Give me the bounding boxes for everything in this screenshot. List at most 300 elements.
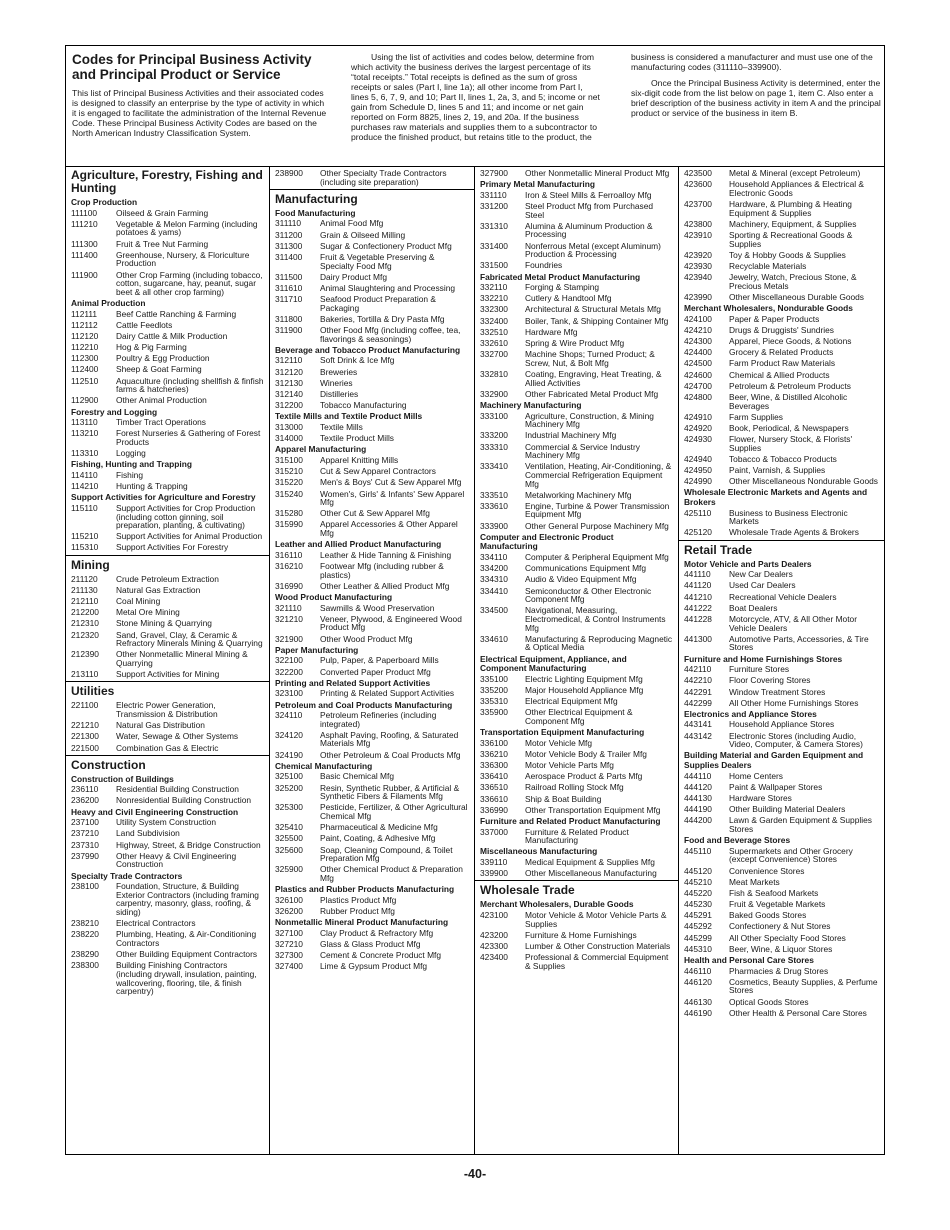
activity-description: Wholesale Trade Agents & Brokers [729,527,859,538]
activity-code: 442110 [684,664,712,675]
activity-code: 326100 [275,894,303,905]
activity-code: 311900 [275,325,303,336]
code-row [66,918,269,929]
activity-code: 336610 [480,793,508,804]
code-row [475,563,678,574]
activity-description: Other Crop Farming (including tobacco, cotton, sugarcane, hay, peanut, sugar beet & all other crop farming) [116,269,263,297]
activity-code: 445299 [684,932,712,943]
activity-description: Support Activities For Forestry [116,542,229,553]
activity-code: 445210 [684,876,712,887]
activity-description: Paint & Wallpaper Stores [729,781,823,792]
activity-code: 327300 [275,950,303,961]
activity-code: 423930 [684,260,712,271]
activity-description: Support Activities for Crop Production (including cotton ginning, soil preparation, planting, & cultivating) [116,502,256,531]
code-row [679,634,884,654]
subsection-heading: Miscellaneous Manufacturing [480,846,598,857]
activity-code: 112510 [71,375,99,386]
code-row [679,815,884,835]
code-row [679,719,884,730]
code-row [270,614,474,634]
activity-description: Other Animal Production [116,395,207,406]
activity-description: Grocery & Related Products [729,347,834,358]
code-row [270,783,474,803]
activity-description: Lime & Gypsum Product Mfg [320,961,428,972]
activity-description: Fruit & Tree Nut Farming [116,238,209,249]
activity-code: 324110 [275,710,303,721]
code-row [475,241,678,261]
code-row [475,952,678,972]
industry-section [270,189,474,974]
code-row [270,928,474,939]
activity-description: Ventilation, Heating, Air-Conditioning, & Commercial Refrigeration Equipment Mfg [525,461,672,489]
code-row [66,470,269,481]
code-row [66,342,269,353]
activity-description: Toy & Hobby Goods & Supplies [729,249,846,260]
activity-description: Business to Business Electronic Markets [729,507,848,527]
activity-code: 335200 [480,684,508,695]
activity-code: 336210 [480,748,508,759]
activity-code: 441120 [684,580,712,591]
activity-code: 323100 [275,688,303,699]
activity-code: 112120 [71,330,99,341]
subsection-heading: Health and Personal Care Stores [684,955,814,966]
activity-description: Apparel Accessories & Other Apparel Mfg [320,519,458,539]
activity-code: 236110 [71,784,99,795]
code-row [66,618,269,629]
activity-code: 443142 [684,730,712,741]
code-row [66,320,269,331]
code-row [475,430,678,441]
activity-code: 333310 [480,441,508,452]
code-row [66,720,269,731]
activity-code: 424910 [684,411,712,422]
activity-description: Women's, Girls' & Infants' Sew Apparel Mfg [320,488,465,508]
activity-code: 111300 [71,238,98,249]
activity-description: Dairy Cattle & Milk Production [116,330,228,341]
activity-code: 445110 [684,845,712,856]
code-row [270,581,474,592]
industry-section [475,166,678,880]
activity-description: Motor Vehicle Parts Mfg [525,760,614,771]
activity-code: 315210 [275,466,303,477]
activity-description: Metal Ore Mining [116,607,180,618]
code-row [475,707,678,727]
activity-code: 113110 [71,417,98,428]
activity-code: 331200 [480,200,508,211]
code-row [475,168,678,179]
activity-code: 442291 [684,686,712,697]
activity-code: 335310 [480,696,508,707]
activity-description: Forest Nurseries & Gathering of Forest Products [116,428,261,447]
subsection-heading: Merchant Wholesalers, Durable Goods [480,899,634,910]
activity-code: 314000 [275,433,303,444]
page-number: -40- [463,1167,487,1181]
code-column-3 [475,166,679,1154]
activity-code: 315100 [275,454,303,465]
activity-description: Lawn & Garden Equipment & Supplies Stores [729,815,872,834]
code-row [475,260,678,271]
activity-description: Railroad Rolling Stock Mfg [525,782,624,793]
code-row [679,219,884,230]
code-row [66,795,269,806]
activity-description: Other Heavy & Civil Engineering Construction [116,850,237,870]
activity-description: New Car Dealers [729,569,793,580]
activity-code: 237990 [71,850,99,861]
code-row [679,381,884,392]
activity-description: Building Finishing Contractors (including drywall, insulation, painting, wallcovering, flooring, tile, & finish carpentry) [116,960,257,997]
code-row [270,230,474,241]
activity-code: 445120 [684,865,712,876]
activity-description: Jewelry, Watch, Precious Stone, & Precious Metals [729,272,857,291]
activity-code: 112210 [71,342,99,353]
code-row [270,433,474,444]
code-row [475,605,678,633]
code-row [270,489,474,509]
code-row [679,358,884,369]
code-row [475,760,678,771]
activity-code: 444120 [684,781,712,792]
activity-description: Pesticide, Fertilizer, & Other Agricultural Chemical Mfg [320,802,468,821]
activity-code: 424940 [684,453,712,464]
activity-description: Asphalt Paving, Roofing, & Saturated Materials Mfg [320,729,459,749]
code-row [475,349,678,369]
code-row [679,592,884,603]
activity-code: 332610 [480,338,508,349]
activity-description: Other Fabricated Metal Product Mfg [525,388,659,399]
subsection-heading: Chemical Manufacturing [275,760,373,771]
code-row [679,527,884,538]
activity-code: 237310 [71,839,99,850]
activity-code: 424210 [684,324,712,335]
activity-description: Fishing [116,469,143,480]
subsection-heading: Motor Vehicle and Parts Dealers [684,558,812,569]
activity-description: Machinery, Equipment, & Supplies [729,218,857,229]
activity-code: 325500 [275,833,303,844]
activity-code: 212110 [71,596,99,607]
activity-description: Other Nonmetallic Mineral Mining & Quarrying [116,649,248,668]
activity-description: Soap, Cleaning Compound, & Toilet Preparation Mfg [320,844,453,864]
subsection-heading: Animal Production [71,297,146,308]
code-row [270,822,474,833]
code-row [270,603,474,614]
code-row [475,490,678,501]
code-row [475,521,678,532]
activity-code: 333200 [480,430,508,441]
code-row [679,614,884,634]
activity-description: Fruit & Vegetable Preserving & Specialty Food Mfg [320,251,435,271]
activity-code: 334200 [480,563,508,574]
activity-description: Other Miscellaneous Manufacturing [525,868,657,879]
industry-section [66,166,269,555]
code-row [66,743,269,754]
code-row [679,508,884,528]
activity-description: Grain & Oilseed Milling [320,229,406,240]
code-row [66,828,269,839]
form-page [65,45,885,1155]
activity-description: Textile Product Mills [320,433,394,444]
subsection-heading: Construction of Buildings [71,773,174,784]
code-row [66,817,269,828]
subsection-heading: Electronics and Appliance Stores [684,708,817,719]
code-row [66,585,269,596]
activity-code: 221500 [71,742,99,753]
activity-description: Aerospace Product & Parts Mfg [525,771,643,782]
activity-description: Household Appliance Stores [729,719,835,730]
activity-code: 446110 [684,965,712,976]
activity-description: Other Wood Product Mfg [320,633,413,644]
activity-description: Cutlery & Handtool Mfg [525,293,612,304]
code-row [475,674,678,685]
activity-code: 113210 [71,428,99,439]
activity-code: 112300 [71,353,99,364]
activity-description: Logging [116,448,146,459]
activity-code: 444190 [684,804,712,815]
activity-code: 315220 [275,477,303,488]
code-row [475,293,678,304]
activity-code: 312130 [275,377,303,388]
subsection-heading: Apparel Manufacturing [275,444,367,455]
subsection-heading: Furniture and Related Product Manufacturing [480,815,661,826]
activity-description: Farm Supplies [729,411,783,422]
code-row [475,930,678,941]
code-row [679,347,884,358]
activity-description: Highway, Street, & Bridge Construction [116,839,261,850]
activity-code: 336100 [480,737,508,748]
activity-code: 325600 [275,844,303,855]
activity-code: 114110 [71,469,98,480]
code-row [679,423,884,434]
code-row [475,868,678,879]
code-row [66,649,269,669]
activity-description: Sawmills & Wood Preservation [320,602,435,613]
activity-description: Paint, Varnish, & Supplies [729,465,826,476]
activity-description: Furniture & Related Product Manufacturing [525,826,629,846]
code-row [475,805,678,816]
activity-description: Nonferrous Metal (except Aluminum) Production & Processing [525,240,661,260]
activity-description: Sporting & Recreational Goods & Supplies [729,229,853,249]
activity-description: Leather & Hide Tanning & Finishing [320,549,452,560]
code-row [679,921,884,932]
activity-description: Cattle Feedlots [116,319,173,330]
code-row [679,580,884,591]
code-row [679,675,884,686]
activity-description: Electronic Stores (including Audio, Video, Computer, & Camera Stores) [729,730,863,750]
activity-description: Pulp, Paper, & Paperboard Mills [320,655,439,666]
activity-code: 442210 [684,675,712,686]
activity-description: Plumbing, Heating, & Air-Conditioning Contractors [116,929,257,948]
activity-description: Other General Purpose Machinery Mfg [525,520,669,531]
activity-description: Seafood Product Preparation & Packaging [320,294,436,313]
activity-description: Tobacco Manufacturing [320,400,407,411]
activity-description: Electric Power Generation, Transmission & Distribution [116,700,218,719]
activity-code: 237100 [71,817,99,828]
activity-code: 212200 [71,607,99,618]
activity-description: Other Transportation Equipment Mfg [525,804,661,815]
code-row [679,966,884,977]
activity-description: Metalworking Machinery Mfg [525,489,632,500]
activity-description: Petroleum & Petroleum Products [729,380,851,391]
code-row [270,519,474,539]
code-row [66,417,269,428]
activity-description: Agriculture, Construction, & Mining Machinery Mfg [525,410,654,430]
activity-description: Sheep & Goat Farming [116,364,202,375]
activity-code: 337000 [480,826,508,837]
activity-description: Meat Markets [729,876,780,887]
activity-description: Farm Product Raw Materials [729,358,836,369]
activity-description: Boiler, Tank, & Shipping Container Mfg [525,315,669,326]
section-title: Retail Trade [684,542,753,557]
activity-description: Professional & Commercial Equipment & Supplies [525,952,669,971]
code-row [66,250,269,270]
activity-code: 425120 [684,527,712,538]
activity-code: 213110 [71,669,99,680]
activity-description: Beer, Wine, & Distilled Alcoholic Beverages [729,391,848,411]
activity-code: 336410 [480,771,508,782]
instructions-entry: Once the Principal Business Activity is determined, enter the six-digit code from the list below on page 1, item C. Also enter a brief description of the business activity in item A and the principal product or service of the business in item B. [631,78,881,118]
activity-description: Sugar & Confectionery Product Mfg [320,240,452,251]
code-row [679,888,884,899]
code-row [475,696,678,707]
code-row [475,282,678,293]
code-row [270,400,474,411]
code-row [679,168,884,179]
code-row [679,569,884,580]
activity-code: 445310 [684,943,712,954]
activity-description: Motor Vehicle Mfg [525,737,593,748]
activity-description: Stone Mining & Quarrying [116,618,212,629]
activity-code: 331110 [480,189,507,200]
code-row [679,292,884,303]
activity-description: Beef Cattle Ranching & Farming [116,308,237,319]
activity-code: 333510 [480,489,508,500]
activity-code: 423400 [480,952,508,963]
activity-description: Textile Mills [320,421,363,432]
code-row [270,833,474,844]
code-row [66,481,269,492]
activity-description: Medical Equipment & Supplies Mfg [525,856,655,867]
activity-code: 339900 [480,868,508,879]
code-row [270,218,474,229]
activity-description: Plastics Product Mfg [320,894,397,905]
activity-description: Distilleries [320,389,359,399]
code-row [270,845,474,865]
activity-description: Other Chemical Product & Preparation Mfg [320,864,463,883]
code-row [679,325,884,336]
code-row [270,378,474,389]
activity-description: Hog & Pig Farming [116,342,187,353]
code-row [475,910,678,930]
activity-description: Petroleum Refineries (including integrated) [320,710,437,729]
code-row [679,866,884,877]
activity-description: Hardware, & Plumbing & Heating Equipment & Supplies [729,198,852,218]
activity-code: 324190 [275,749,303,760]
activity-code: 335900 [480,707,508,718]
activity-code: 322200 [275,666,303,677]
activity-description: Nonresidential Building Construction [116,795,252,806]
section-title: Utilities [71,684,115,699]
activity-code: 424800 [684,391,712,402]
activity-code: 311800 [275,313,303,324]
activity-description: Electrical Contractors [116,918,196,929]
activity-description: Other Electrical Equipment & Component Mfg [525,707,633,726]
subsection-heading: Beverage and Tobacco Product Manufacturing [275,344,461,355]
activity-description: Animal Food Mfg [320,218,384,229]
activity-code: 211120 [71,573,98,584]
activity-description: Communications Equipment Mfg [525,563,647,574]
activity-code: 333610 [480,500,508,511]
activity-description: Alumina & Aluminum Production & Processing [525,220,653,240]
activity-description: Greenhouse, Nursery, & Floriculture Production [116,249,250,269]
subsection-heading: Leather and Allied Product Manufacturing [275,539,442,550]
activity-description: Navigational, Measuring, Electromedical, & Control Instruments Mfg [525,605,666,633]
activity-code: 316110 [275,549,303,560]
code-row [66,960,269,997]
code-row [679,687,884,698]
activity-code: 332510 [480,326,508,337]
code-row [270,771,474,782]
activity-code: 112400 [71,364,99,375]
activity-code: 236200 [71,795,99,806]
subsection-heading: Machinery Manufacturing [480,399,582,410]
activity-code: 311710 [275,294,303,305]
activity-code: 424950 [684,465,712,476]
activity-code: 115110 [71,502,98,513]
code-row [679,944,884,955]
code-row [66,208,269,219]
code-row [270,864,474,884]
code-row [475,327,678,338]
code-row [270,667,474,678]
activity-code: 335100 [480,673,508,684]
code-row [66,630,269,650]
activity-code: 311200 [275,229,303,240]
activity-code: 424920 [684,422,712,433]
activity-description: Water, Sewage & Other Systems [116,731,239,742]
instructions-paragraph: Using the list of activities and codes below, determine from which activity the business derives the largest percentage of its “total receipts.” Total receipts is defined as the sum of gross receipts or sales (Part I, line 1a); all other income from Part I, lines 5, 6, 7, 9, and 10; Part II, lines 1, 2a, 3, and 5; income or net gain from Schedule D, lines 5 and 11; and income or net gain reported on Form 8825, lines 2, 19, and 20a. If the business purchases raw materials and supplies them to a subcontractor to produce the finished product, but retains title to the product, the [351,52,600,142]
industry-section [679,540,884,1020]
code-row [679,476,884,487]
activity-code: 327210 [275,938,303,949]
code-row [679,314,884,325]
activity-code: 212310 [71,618,99,629]
activity-code: 238300 [71,960,99,971]
subsection-heading: Transportation Equipment Manufacturing [480,727,645,738]
activity-code: 325200 [275,782,303,793]
code-row [475,634,678,654]
industry-section [66,555,269,682]
code-row [270,283,474,294]
activity-code: 424100 [684,313,712,324]
activity-description: Aquaculture (including shellfish & finfish farms & hatcheries) [116,375,264,395]
code-row [270,168,474,188]
code-row [475,201,678,221]
code-row [679,933,884,944]
subsection-heading: Plastics and Rubber Products Manufacturing [275,884,455,895]
activity-description: Vegetable & Melon Farming (including potatoes & yams) [116,218,258,238]
activity-description: Electric Lighting Equipment Mfg [525,673,643,684]
code-row [66,376,269,396]
activity-code: 423100 [480,909,508,920]
activity-description: Other Miscellaneous Nondurable Goods [729,476,878,487]
activity-description: Resin, Synthetic Rubber, & Artificial & Synthetic Fibers & Filaments Mfg [320,782,460,802]
code-row [66,309,269,320]
instructions-continued: business is considered a manufacturer and must use one of the manufacturing codes (311110–339900). [631,52,873,72]
activity-description: Combination Gas & Electric [116,742,219,753]
activity-description: Other Miscellaneous Durable Goods [729,291,864,302]
code-row [66,596,269,607]
activity-code: 331500 [480,260,508,271]
activity-description: Motor Vehicle Body & Trailer Mfg [525,748,647,759]
